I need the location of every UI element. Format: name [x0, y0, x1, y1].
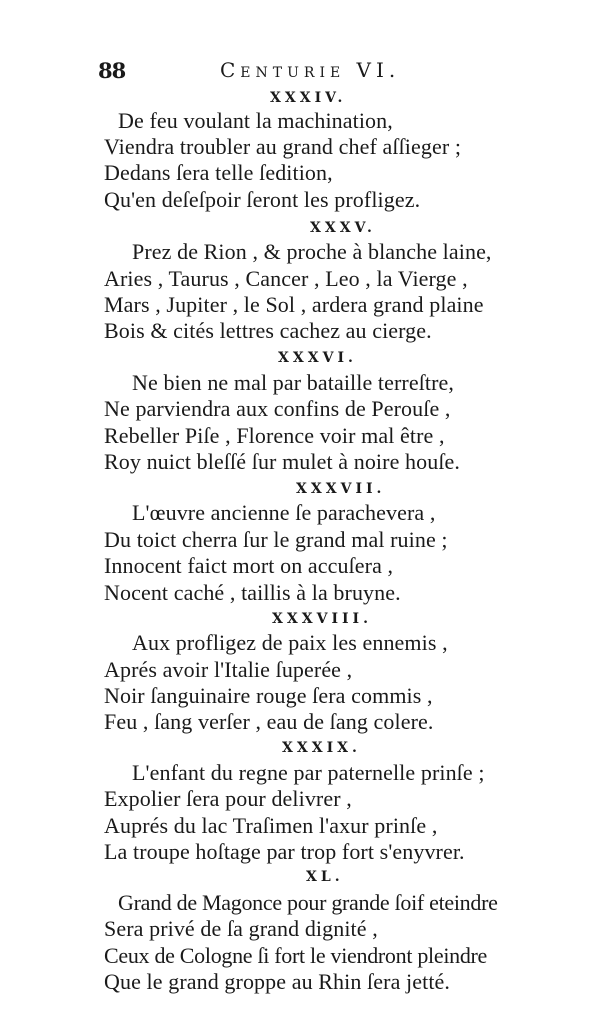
- running-title: Centurie VI.: [220, 58, 401, 82]
- verse-line: De feu voulant la machination,: [118, 108, 393, 133]
- verse-line: Innocent faict mort on accuſera ,: [104, 553, 394, 578]
- quatrain-numeral: XXXIX.: [282, 740, 361, 756]
- verse-line: Rebeller Piſe , Florence voir mal être ,: [104, 423, 445, 448]
- verse-line: Expolier ſera pour delivrer ,: [104, 786, 352, 811]
- verse-line: Ne parviendra aux confins de Perouſe ,: [104, 396, 451, 421]
- verse-line: L'enfant du regne par paternelle prinſe ;: [132, 760, 485, 785]
- verse-line: Grand de Magonce pour grande ſoif eteindre: [118, 890, 498, 915]
- verse-line: Noir ſanguinaire rouge ſera commis ,: [104, 683, 433, 708]
- verse-line: Dedans ſera telle ſedition,: [104, 160, 333, 185]
- quatrain-numeral: XXXVIII.: [272, 611, 372, 627]
- quatrain-numeral: XXXVI.: [278, 350, 357, 366]
- verse-line: Du toict cherra ſur le grand mal ruine ;: [104, 527, 448, 552]
- verse-line: Bois & cités lettres cachez au cierge.: [104, 318, 432, 343]
- quatrain-numeral: XXXVII.: [296, 481, 386, 497]
- quatrain-numeral: XXXIV.: [270, 90, 347, 106]
- verse-line: Ceux de Cologne ſi fort le viendront pleindre: [104, 943, 488, 968]
- verse-line: Aux profligez de paix les ennemis ,: [132, 630, 448, 655]
- verse-line: Feu , ſang verſer , eau de ſang colere.: [104, 709, 434, 734]
- verse-line: Viendra troubler au grand chef aſſieger ;: [104, 134, 462, 159]
- quatrain-numeral: XXXV.: [310, 220, 376, 236]
- verse-line: Mars , Jupiter , le Sol , ardera grand plaine: [104, 292, 484, 317]
- page-header: [90, 58, 560, 84]
- verse-line: Prez de Rion , & proche à blanche laine,: [132, 239, 492, 264]
- verse-line: Qu'en deſeſpoir ſeront les profligez.: [104, 187, 421, 212]
- verse-line: Aries , Taurus , Cancer , Leo , la Vierge ,: [104, 266, 468, 291]
- verse-line: Sera privé de ſa grand dignité ,: [104, 916, 378, 941]
- verse-line: Auprés du lac Traſimen l'axur prinſe ,: [104, 813, 438, 838]
- verse-line: L'œuvre ancienne ſe parachevera ,: [132, 500, 436, 525]
- verse-line: Que le grand groppe au Rhin ſera jetté.: [104, 969, 450, 994]
- verse-line: Ne bien ne mal par bataille terreſtre,: [132, 370, 455, 395]
- verse-line: La troupe hoſtage par trop fort s'enyvrer.: [104, 839, 465, 864]
- page-number: 88: [98, 58, 126, 83]
- verse-line: Aprés avoir l'Italie ſuperée ,: [104, 657, 353, 682]
- verse-line: Nocent caché , taillis à la bruyne.: [104, 580, 401, 605]
- verse-line: Roy nuict bleſſé ſur mulet à noire houſe.: [104, 449, 461, 474]
- quatrain-numeral: XL.: [306, 869, 344, 885]
